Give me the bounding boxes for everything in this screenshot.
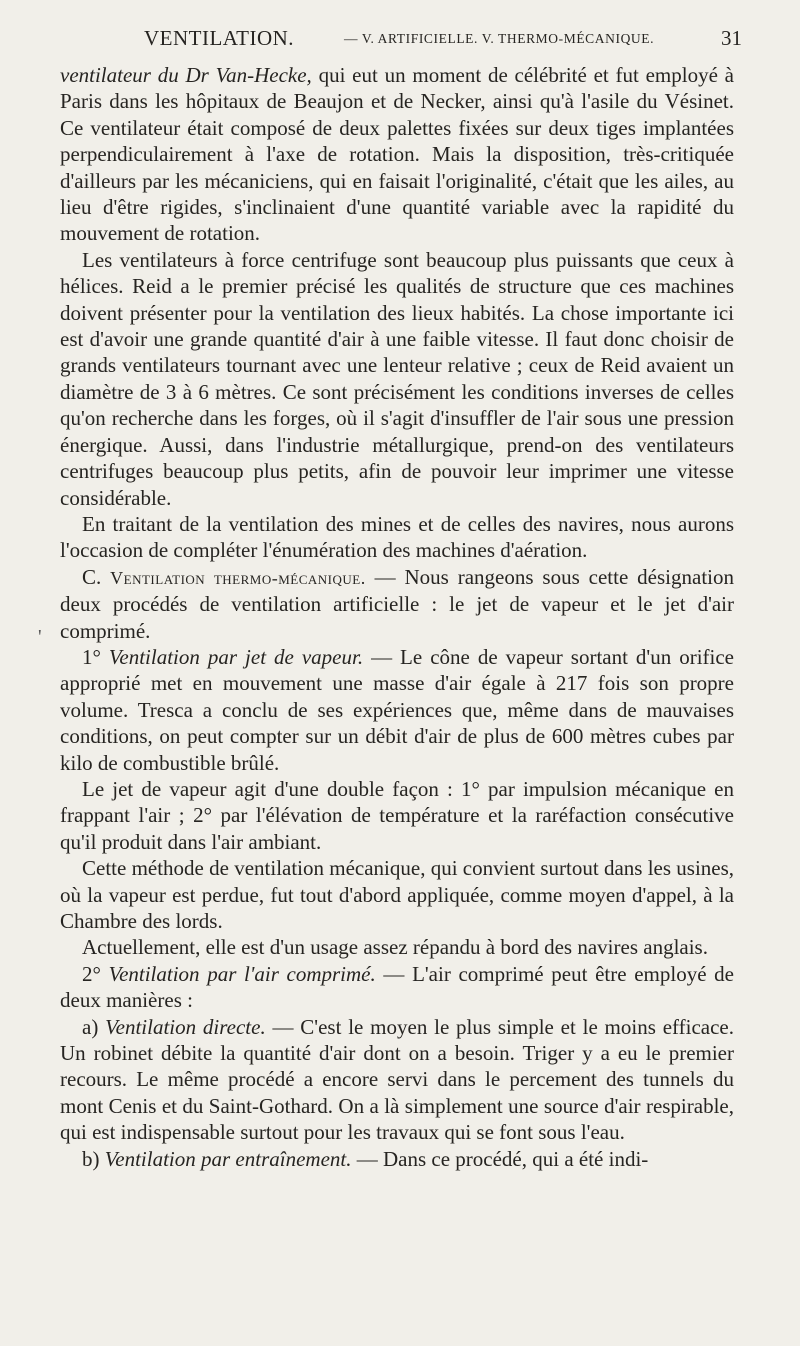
paragraph: 1° Ventilation par jet de vapeur. — Le cône de vapeur sortant d'un orifice approprié met en mouvement une masse d'air égale à 217 fois son propre volume. Tresca a conclu de ses expériences que, même dans de mauvaises conditions, on peut compter sur un débit d'air de plus de 600 mètres cubes par kilo de combustible brûlé. xyxy=(60,644,734,775)
subsection-title: Ventilation par jet de vapeur. xyxy=(108,644,364,669)
paragraph: 2° Ventilation par l'air comprimé. — L'air comprimé peut être employé de deux manières : xyxy=(60,961,735,1013)
running-subtitle: — V. ARTIFICIELLE. V. THERMO-MÉCANIQUE. xyxy=(344,31,655,46)
section-title: Ventilation thermo-mécanique. xyxy=(110,567,366,588)
subsection-title: Ventilation par entraînement. xyxy=(104,1146,352,1171)
paragraph: Les ventilateurs à force centrifuge sont beaucoup plus puissants que ceux à hélices. Reid a le premier précisé les qualités de structure que ces machines doivent présenter pour la ventilation des lieux habités. La chose importante ici est d'avoir une grande quantité d'air à une faible vitesse. Il faut donc choisir de grands ventilateurs tournant avec une lenteur relative ; ceux de Reid avaient un diamètre de 3 à 6 mètres. Ce sont précisément les conditions inverses de celles qu'on recherche dans les forges, où il s'agit d'insuffler de l'air sous une pression énergique. Aussi, dans l'industrie métallurgique, prend-on des ventilateurs centrifuges beaucoup plus petits, afin de pouvoir leur imprimer une vitesse considérable. xyxy=(60,247,734,510)
emphasis: ventilateur du Dr Van-Hecke, xyxy=(60,63,312,87)
running-header xyxy=(60,26,742,60)
paragraph: a) Ventilation directe. — C'est le moyen le plus simple et le moins efficace. Un robinet débite la quantité d'air dont on a besoin. Triger y a eu le premier recours. Le même procédé a encore servi dans le percement des tunnels du mont Cenis et du Saint-Gothard. On a là simplement une source d'air respirable, qui est indispensable surtout pour les travaux qui se font sous l'eau. xyxy=(60,1014,734,1145)
paragraph: Actuellement, elle est d'un usage assez répandu à bord des navires anglais. xyxy=(82,935,708,960)
margin-mark: ' xyxy=(38,626,42,648)
page-number: 31 xyxy=(721,26,742,50)
body-text xyxy=(60,62,734,1172)
subsection-title: Ventilation directe. xyxy=(105,1014,266,1039)
subsection-title: Ventilation par l'air comprimé. xyxy=(108,961,376,986)
paragraph: Le jet de vapeur agit d'une double façon : 1° par impulsion mécanique en frappant l'air ; 2° par l'élévation de température et la raréfaction consécutive qu'il produit dans l'air ambiant. xyxy=(60,776,734,854)
paragraph: En traitant de la ventilation des mines et de celles des navires, nous aurons l'occasion de compléter l'énumération des machines d'aération. xyxy=(60,511,734,563)
paragraph: b) Ventilation par entraînement. — Dans ce procédé, qui a été indi- xyxy=(82,1146,649,1171)
paragraph: Cette méthode de ventilation mécanique, qui convient surtout dans les usines, où la vapeur est perdue, fut tout d'abord appliquée, comme moyen d'appel, à la Chambre des lords. xyxy=(60,856,735,933)
running-title: VENTILATION. xyxy=(144,26,295,50)
paragraph: C. Ventilation thermo-mécanique. — Nous rangeons sous cette désignation deux procédés de ventilation artificielle : le jet de vapeur et le jet d'air comprimé. xyxy=(60,564,734,643)
paragraph: ventilateur du Dr Van-Hecke, qui eut un moment de célébrité et fut employé à Paris dans les hôpitaux de Beaujon et de Necker, ainsi qu'à l'asile du Vésinet. Ce ventilateur était composé de deux palettes fixées sur deux tiges implantées perpendiculairement à l'axe de rotation. Mais la disposition, très-critiquée d'ailleurs par les mécaniciens, qui en faisait l'originalité, c'était que les ailes, au lieu d'être rigides, s'inclinaient d'une quantité variable avec la rapidité du mouvement de rotation. xyxy=(60,63,734,246)
